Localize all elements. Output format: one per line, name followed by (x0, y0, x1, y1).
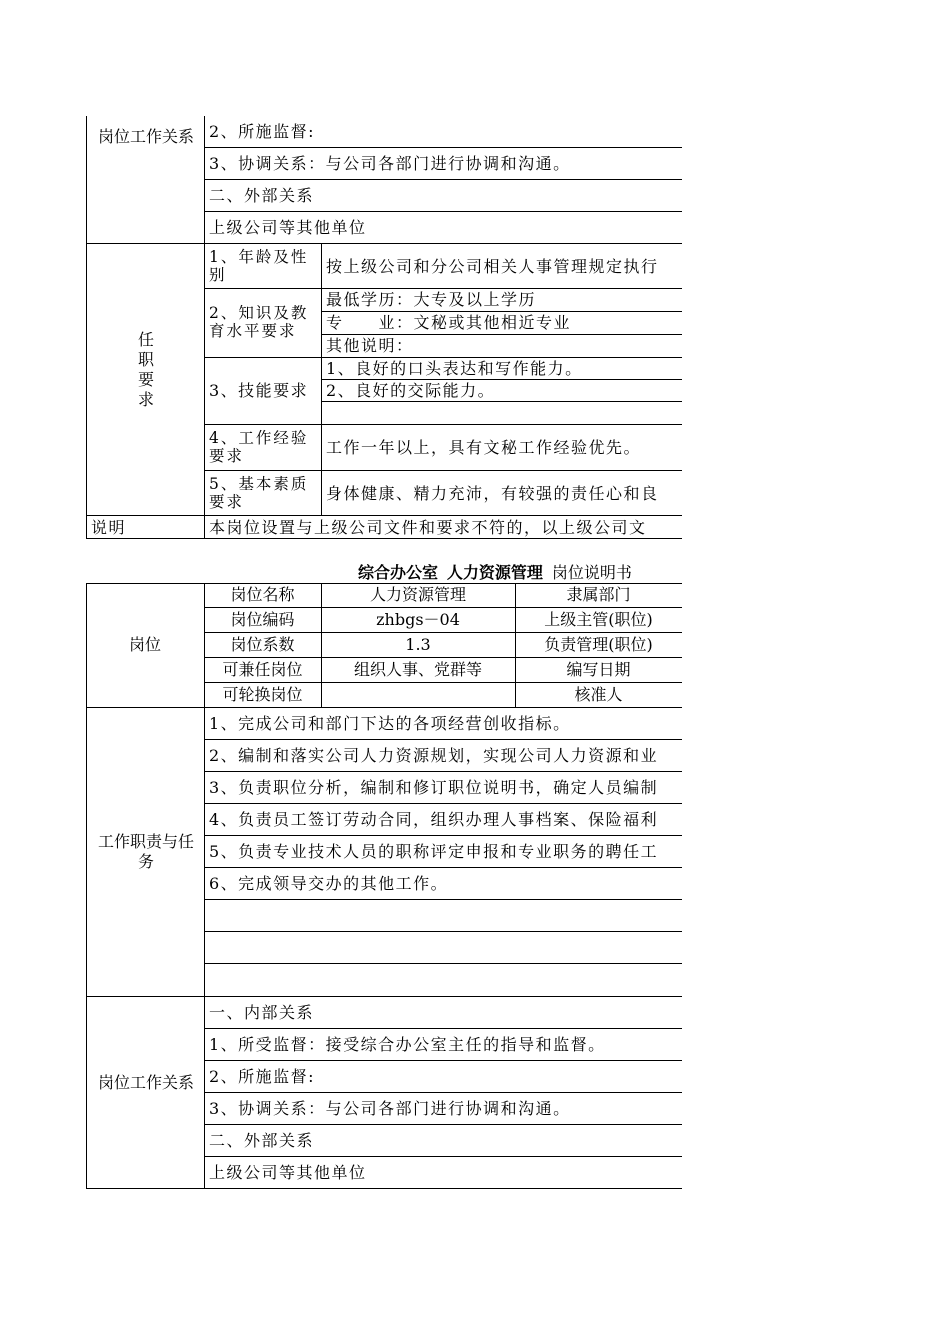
table-border (204, 963, 682, 964)
table-border (321, 311, 682, 312)
quality-label: 5、基本素质要求 (209, 475, 309, 511)
table-border (321, 334, 682, 335)
table-border (204, 931, 682, 932)
edu-value: 最低学历：大专及以上学历 (326, 290, 537, 309)
post-label: 岗位 (128, 635, 161, 654)
relation-row: 3、协调关系：与公司各部门进行协调和沟通。 (209, 1099, 571, 1118)
table-border (204, 899, 682, 900)
table-border (321, 401, 682, 402)
post-key: 核准人 (574, 685, 623, 704)
section-title (358, 564, 632, 584)
edu-label: 2、知识及教育水平要求 (209, 304, 309, 340)
table-border (204, 288, 682, 289)
relation-row: 上级公司等其他单位 (209, 218, 367, 237)
title-dept: 综合办公室 (358, 565, 439, 582)
relation-row: 2、所施监督: (209, 122, 316, 141)
table-border (204, 607, 682, 608)
quality-value: 身体健康、精力充沛，有较强的责任心和良 (326, 484, 659, 503)
skill-value: 1、良好的口头表达和写作能力。 (326, 359, 583, 378)
table-border (204, 1124, 682, 1125)
table-border (204, 211, 682, 212)
post-value: 1.3 (405, 635, 431, 654)
edu-value: 专 业：文秘或其他相近专业 (326, 313, 572, 332)
table-border (204, 424, 682, 425)
table-border (204, 657, 682, 658)
post-key: 上级主管(职位) (544, 610, 653, 629)
requirements-label: 任职要求 (137, 330, 154, 409)
table-border (204, 835, 682, 836)
duties-label: 工作职责与任务 (97, 832, 194, 871)
table-border (204, 1092, 682, 1093)
duty-row: 1、完成公司和部门下达的各项经营创收指标。 (209, 714, 571, 733)
relations-label: 岗位工作关系 (97, 127, 194, 146)
table-border (204, 867, 682, 868)
exp-label: 4、工作经验要求 (209, 429, 309, 465)
table-border (204, 682, 682, 683)
post-value: 组织人事、党群等 (353, 660, 482, 679)
post-key: 可轮换岗位 (222, 685, 303, 704)
duty-row: 2、编制和落实公司人力资源规划，实现公司人力资源和业 (209, 746, 659, 765)
table-border (204, 147, 682, 148)
skill-label: 3、技能要求 (209, 381, 309, 400)
table-border (204, 470, 682, 471)
table-border (321, 379, 682, 380)
table-border (204, 739, 682, 740)
table-border (204, 1156, 682, 1157)
table-border (86, 116, 87, 538)
post-key: 岗位系数 (230, 635, 295, 654)
duty-row: 3、负责职位分析，编制和修订职位说明书，确定人员编制 (209, 778, 659, 797)
relation-row: 上级公司等其他单位 (209, 1163, 367, 1182)
post-key: 编写日期 (566, 660, 631, 679)
post-value: 人力资源管理 (369, 585, 466, 604)
table-border (204, 179, 682, 180)
table-border (204, 357, 682, 358)
relation-row: 3、协调关系：与公司各部门进行协调和沟通。 (209, 154, 571, 173)
exp-value: 工作一年以上，具有文秘工作经验优先。 (326, 438, 642, 457)
table-border (204, 771, 682, 772)
table-border (86, 1188, 682, 1189)
relations-label: 岗位工作关系 (97, 1073, 194, 1092)
table-border (86, 538, 682, 539)
relation-row: 二、外部关系 (209, 1131, 315, 1150)
post-key: 岗位名称 (230, 585, 295, 604)
post-key: 岗位编码 (230, 610, 295, 629)
table-border (86, 515, 682, 516)
table-border (86, 243, 682, 244)
table-border (204, 1028, 682, 1029)
relation-row: 1、所受监督：接受综合办公室主任的指导和监督。 (209, 1035, 606, 1054)
table-border (86, 583, 87, 1188)
note-label: 说明 (91, 518, 127, 537)
post-key: 可兼任岗位 (222, 660, 303, 679)
table-border (86, 583, 682, 584)
title-suffix: 岗位说明书 (551, 565, 632, 582)
table-border (204, 1060, 682, 1061)
age-value: 按上级公司和分公司相关人事管理规定执行 (326, 257, 659, 276)
duty-row: 5、负责专业技术人员的职称评定申报和专业职务的聘任工 (209, 842, 659, 861)
table-border (86, 707, 682, 708)
duty-row: 4、负责员工签订劳动合同，组织办理人事档案、保险福利 (209, 810, 659, 829)
post-key: 隶属部门 (566, 585, 631, 604)
note-value: 本岗位设置与上级公司文件和要求不符的，以上级公司文 (209, 518, 647, 537)
table-border (86, 996, 682, 997)
age-label: 1、年龄及性别 (209, 248, 309, 284)
title-post: 人力资源管理 (446, 565, 543, 582)
post-value: zhbgs－04 (376, 610, 460, 629)
edu-value: 其他说明： (326, 336, 414, 355)
post-key: 负责管理(职位) (544, 635, 653, 654)
relation-row: 2、所施监督: (209, 1067, 316, 1086)
table-border (204, 803, 682, 804)
skill-value: 2、良好的交际能力。 (326, 381, 496, 400)
table-border (204, 632, 682, 633)
relation-row: 一、内部关系 (209, 1003, 315, 1022)
duty-row: 6、完成领导交办的其他工作。 (209, 874, 449, 893)
relation-row: 二、外部关系 (209, 186, 315, 205)
